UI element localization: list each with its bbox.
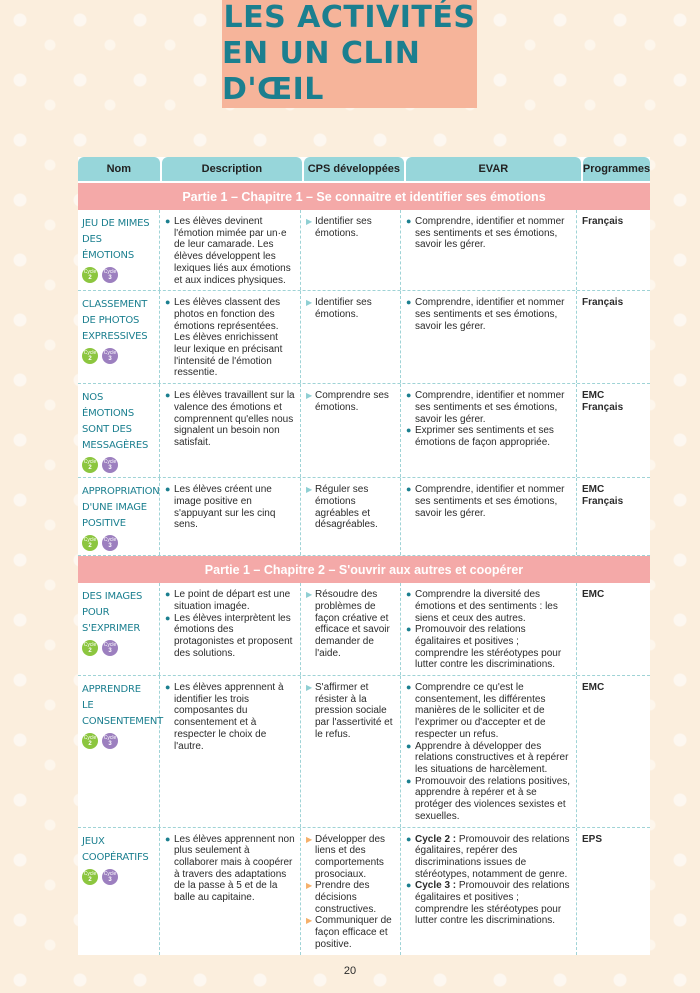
activity-name-cell — [78, 478, 160, 555]
header-evar: EVAR — [406, 157, 581, 181]
activity-name-cell — [78, 828, 160, 955]
description-item — [165, 834, 296, 904]
activities-table — [78, 157, 650, 955]
cycle-label: Cycle — [83, 537, 97, 544]
cycle-badges — [82, 535, 155, 551]
programme-label: Français — [582, 216, 624, 227]
cps-item — [306, 390, 396, 413]
triangle-icon: ▶ — [306, 485, 313, 495]
description-item — [165, 216, 296, 286]
evar-text: Comprendre ce qu'est le consentement, les différentes manières de le solliciter et de l'exprimer ou d'accepter et de respecter un refus. — [415, 682, 546, 740]
cycle-badges — [82, 869, 155, 885]
programme-label: EMC — [582, 484, 605, 496]
description-text: Les élèves devinent l'émotion mimée par un·e de leur camarade. Les élèves développent les lexiques liés aux émotions et aux indices physiques. — [174, 216, 291, 286]
evar-item — [406, 776, 572, 823]
cycle-number: 2 — [88, 876, 92, 883]
cps-text: Comprendre ses émotions. — [315, 390, 389, 413]
bullet-icon: ● — [165, 297, 171, 308]
triangle-icon: ▶ — [306, 683, 313, 693]
table-header — [78, 157, 650, 181]
table-row — [78, 583, 650, 676]
evar-rich-text — [415, 834, 572, 881]
cycle-2-badge — [82, 640, 98, 656]
cps-cell — [301, 384, 401, 477]
programme-label: EMC — [582, 589, 605, 601]
cycle-2-badge — [82, 733, 98, 749]
description-text: Les élèves interprètent les émotions des protagonistes et proposent des solutions. — [174, 612, 293, 659]
activity-name-line: NOS ÉMOTIONS — [82, 392, 134, 420]
evar-item — [406, 589, 572, 624]
evar-item — [406, 216, 572, 251]
bullet-icon: ● — [165, 833, 171, 844]
triangle-icon: ▶ — [306, 881, 313, 891]
cps-item — [306, 216, 396, 239]
cps-cell — [301, 478, 401, 555]
programme-label: Français — [582, 401, 624, 413]
cycle-badges — [82, 640, 155, 656]
evar-cell — [401, 828, 577, 955]
programmes-cell — [577, 291, 644, 383]
evar-text: Promouvoir des relations égalitaires et positives ; comprendre les stéréotypes pour lutter contre les discriminations. — [415, 880, 570, 927]
programmes-cell — [577, 384, 644, 477]
cycle-label: Cycle — [103, 642, 117, 649]
bullet-icon: ● — [406, 682, 412, 693]
evar-item — [406, 624, 572, 671]
programme-label: EMC — [582, 682, 605, 694]
cps-item — [306, 682, 396, 741]
evar-item — [406, 682, 572, 741]
cps-text: Identifier ses émotions. — [315, 216, 372, 239]
activity-name-line: APPRENDRE LE — [82, 684, 141, 712]
bullet-icon: ● — [406, 589, 412, 600]
cps-cell — [301, 676, 401, 826]
cps-text: Réguler ses émotions agréables et désagréables. — [315, 484, 378, 531]
bullet-icon: ● — [406, 833, 412, 844]
description-item — [165, 390, 296, 449]
evar-item — [406, 741, 572, 776]
activity-name-line: JEU DE MIMES — [82, 218, 150, 229]
cycle-label: Cycle — [83, 459, 97, 466]
description-cell — [160, 676, 301, 826]
cycle-2-badge — [82, 348, 98, 364]
bullet-icon: ● — [406, 390, 412, 401]
cps-text: Communiquer de façon efficace et positive. — [315, 915, 392, 950]
cps-item — [306, 915, 396, 950]
evar-item — [406, 834, 572, 881]
cycle-3-badge — [102, 733, 118, 749]
evar-text: Apprendre à développer des relations constructives et à repérer les situations de harcèlement. — [415, 740, 569, 775]
header-cps: CPS développées — [304, 157, 404, 181]
cycle-label: Cycle — [103, 350, 117, 357]
bullet-icon: ● — [165, 682, 171, 693]
cps-cell — [301, 828, 401, 955]
cycle-number: 3 — [108, 741, 112, 748]
activity-name-line: CLASSEMENT — [82, 299, 148, 311]
cycle-label: Cycle — [103, 459, 117, 466]
description-cell — [160, 291, 301, 383]
cycle-label: Cycle — [83, 870, 97, 877]
activity-name-cell — [78, 583, 160, 675]
cps-item — [306, 880, 396, 915]
evar-cell — [401, 676, 577, 826]
description-text: Les élèves créent une image positive en s'appuyant sur les cinq sens. — [174, 484, 276, 531]
title-line-2: EN UN CLIN D'ŒIL — [222, 36, 421, 107]
activity-name-line: MESSAGÈRES — [82, 440, 149, 452]
activity-name-line: CONSENTEMENT — [82, 716, 164, 728]
cycle-3-badge — [102, 457, 118, 473]
cycle-2-badge — [82, 535, 98, 551]
header-nom: Nom — [78, 157, 160, 181]
activity-name-line: EXPRESSIVES — [82, 331, 148, 343]
evar-text: Promouvoir des relations égalitaires et positives ; comprendre les stéréotypes pour lutter contre les discriminations. — [415, 624, 562, 671]
bullet-icon: ● — [406, 624, 412, 635]
section-title: Partie 1 – Chapitre 1 – Se connaitre et identifier ses émotions — [78, 183, 650, 210]
description-text: Les élèves apprennent non plus seulement à collaborer mais à coopérer à travers des adaptations de la passe à 5 et de la balle au capitaine. — [174, 833, 295, 904]
evar-item — [406, 484, 572, 519]
evar-item — [406, 390, 572, 425]
evar-cycle-label: Cycle 2 : — [415, 833, 457, 845]
cycle-label: Cycle — [103, 870, 117, 877]
programmes-cell — [577, 583, 644, 675]
activity-name-line: JEUX COOPÉRATIFS — [82, 835, 149, 863]
triangle-icon: ▶ — [306, 391, 313, 401]
description-text: Les élèves classent des photos en fonction des émotions représentées. Les élèves enrichissent leur lexique en précisant l'intensité de l'émotion ressentie. — [174, 297, 283, 379]
table-row — [78, 384, 650, 478]
programmes-cell — [577, 828, 644, 955]
cycle-number: 2 — [88, 648, 92, 655]
cycle-label: Cycle — [83, 735, 97, 742]
cycle-number: 2 — [88, 543, 92, 550]
cycle-number: 3 — [108, 543, 112, 550]
cps-text: Prendre des décisions constructives. — [315, 880, 377, 915]
table-body — [78, 183, 650, 955]
section-title: Partie 1 – Chapitre 2 – S'ouvrir aux autres et coopérer — [78, 556, 650, 583]
description-cell — [160, 478, 301, 555]
cycle-number: 3 — [108, 876, 112, 883]
activity-name-line: POUR S'EXPRIMER — [82, 607, 141, 635]
evar-cell — [401, 210, 577, 290]
evar-cell — [401, 583, 577, 675]
triangle-icon: ▶ — [306, 217, 313, 226]
bullet-icon: ● — [165, 612, 171, 623]
table-row — [78, 210, 650, 291]
cps-text: Résoudre des problèmes de façon créative et efficace et savoir demander de l'aide. — [315, 589, 390, 659]
activity-name-line: APPROPRIATION — [82, 486, 160, 498]
cycle-number: 3 — [108, 648, 112, 655]
bullet-icon: ● — [406, 216, 412, 226]
activity-name-cell — [78, 210, 160, 290]
bullet-icon: ● — [165, 484, 171, 495]
evar-text: Comprendre la diversité des émotions et des sentiments : les siens et ceux des autres. — [415, 589, 558, 624]
bullet-icon: ● — [406, 740, 412, 751]
bullet-icon: ● — [165, 216, 171, 226]
cps-cell — [301, 291, 401, 383]
activity-name-line: DES ÉMOTIONS — [82, 234, 134, 261]
cycle-2-badge — [82, 457, 98, 473]
cps-cell — [301, 210, 401, 290]
programmes-cell — [577, 676, 644, 826]
programme-label: EMC — [582, 390, 605, 402]
bullet-icon: ● — [165, 390, 171, 401]
cycle-number: 3 — [108, 356, 112, 363]
title-banner — [222, 0, 477, 108]
evar-cell — [401, 291, 577, 383]
cycle-3-badge — [102, 869, 118, 885]
evar-text: Comprendre, identifier et nommer ses sentiments et ses émotions, savoir les gérer. — [415, 216, 565, 251]
cps-text: Développer des liens et des comportements prosociaux. — [315, 833, 386, 880]
triangle-icon: ▶ — [306, 834, 313, 844]
header-description: Description — [162, 157, 302, 181]
evar-text: Promouvoir des relations égalitaires, repérer des discriminations issues de stéréotypes, notamment de genre. — [415, 833, 570, 880]
evar-text: Comprendre, identifier et nommer ses sentiments et ses émotions, savoir les gérer. — [415, 390, 565, 425]
evar-cycle-label: Cycle 3 : — [415, 880, 457, 892]
evar-cell — [401, 384, 577, 477]
activity-name-cell — [78, 384, 160, 477]
table-row — [78, 291, 650, 384]
cps-text: Identifier ses émotions. — [315, 297, 372, 320]
cps-cell — [301, 583, 401, 675]
evar-item — [406, 880, 572, 927]
cycle-2-badge — [82, 267, 98, 283]
cycle-number: 2 — [88, 465, 92, 472]
description-text: Le point de départ est une situation imagée. — [174, 589, 291, 612]
activity-name-line: DE PHOTOS — [82, 315, 140, 327]
cps-text: S'affirmer et résister à la pression sociale par l'assertivité et le refus. — [315, 682, 393, 740]
evar-cell — [401, 478, 577, 555]
triangle-icon: ▶ — [306, 590, 313, 600]
page-number: 20 — [343, 965, 357, 977]
bullet-icon: ● — [406, 425, 412, 436]
cycle-3-badge — [102, 348, 118, 364]
cycle-badges — [82, 733, 155, 749]
bullet-icon: ● — [406, 775, 412, 786]
cycle-number: 3 — [108, 275, 112, 281]
programme-label: Français — [582, 495, 624, 507]
cycle-label: Cycle — [103, 735, 117, 742]
description-cell — [160, 828, 301, 955]
bullet-icon: ● — [406, 484, 412, 495]
evar-text: Exprimer ses sentiments et ses émotions de façon appropriée. — [415, 425, 554, 448]
cps-item — [306, 484, 396, 531]
description-text: Les élèves travaillent sur la valence des émotions et comprennent qu'elles nous signalent un besoin non satisfait. — [174, 390, 295, 448]
cycle-number: 2 — [88, 741, 92, 748]
description-cell — [160, 210, 301, 290]
activity-name-line: SONT DES — [82, 424, 132, 436]
cycle-label: Cycle — [103, 537, 117, 544]
evar-text: Comprendre, identifier et nommer ses sentiments et ses émotions, savoir les gérer. — [415, 484, 565, 519]
cycle-badges — [82, 267, 155, 283]
cps-item — [306, 834, 396, 881]
cycle-number: 3 — [108, 465, 112, 472]
description-cell — [160, 583, 301, 675]
description-item — [165, 682, 296, 752]
activity-name-line: POSITIVE — [82, 518, 126, 530]
programmes-cell — [577, 210, 644, 290]
table-row — [78, 676, 650, 827]
activity-name-line: D'UNE IMAGE — [82, 502, 147, 514]
evar-rich-text — [415, 880, 572, 927]
table-row — [78, 828, 650, 955]
programmes-cell — [577, 478, 644, 555]
cycle-3-badge — [102, 267, 118, 283]
cycle-number: 2 — [88, 356, 92, 363]
cycle-3-badge — [102, 535, 118, 551]
evar-text: Promouvoir des relations positives, apprendre à repérer et à se protéger des violences sexistes et sexuelles. — [415, 775, 571, 822]
evar-item — [406, 297, 572, 332]
cps-item — [306, 589, 396, 659]
cycle-3-badge — [102, 640, 118, 656]
bullet-icon: ● — [406, 297, 412, 308]
evar-item — [406, 425, 572, 448]
table-row — [78, 478, 650, 556]
cycle-label: Cycle — [103, 269, 117, 275]
description-text: Les élèves apprennent à identifier les trois composantes du consentement et à respecter le choix de l'autre. — [174, 682, 284, 752]
title-line-1: LES ACTIVITÉS — [223, 0, 476, 35]
evar-text: Comprendre, identifier et nommer ses sentiments et ses émotions, savoir les gérer. — [415, 297, 565, 332]
description-item — [165, 297, 296, 379]
cps-item — [306, 297, 396, 320]
cycle-number: 2 — [88, 275, 92, 281]
header-programmes: Programmes — [583, 157, 650, 181]
cycle-2-badge — [82, 869, 98, 885]
cycle-label: Cycle — [83, 642, 97, 649]
cycle-badges — [82, 348, 155, 364]
cycle-badges — [82, 457, 155, 473]
bullet-icon: ● — [406, 880, 412, 891]
description-item — [165, 589, 296, 612]
activity-name-cell — [78, 676, 164, 826]
cycle-label: Cycle — [83, 350, 97, 357]
cycle-label: Cycle — [83, 269, 97, 275]
activity-name-cell — [78, 291, 160, 383]
description-cell — [160, 384, 301, 477]
programme-label: Français — [582, 297, 624, 309]
programme-label: EPS — [582, 833, 603, 845]
bullet-icon: ● — [165, 589, 171, 600]
triangle-icon: ▶ — [306, 916, 313, 926]
description-item — [165, 484, 296, 531]
activity-name-line: DES IMAGES — [82, 591, 143, 603]
triangle-icon: ▶ — [306, 298, 313, 308]
description-item — [165, 613, 296, 660]
